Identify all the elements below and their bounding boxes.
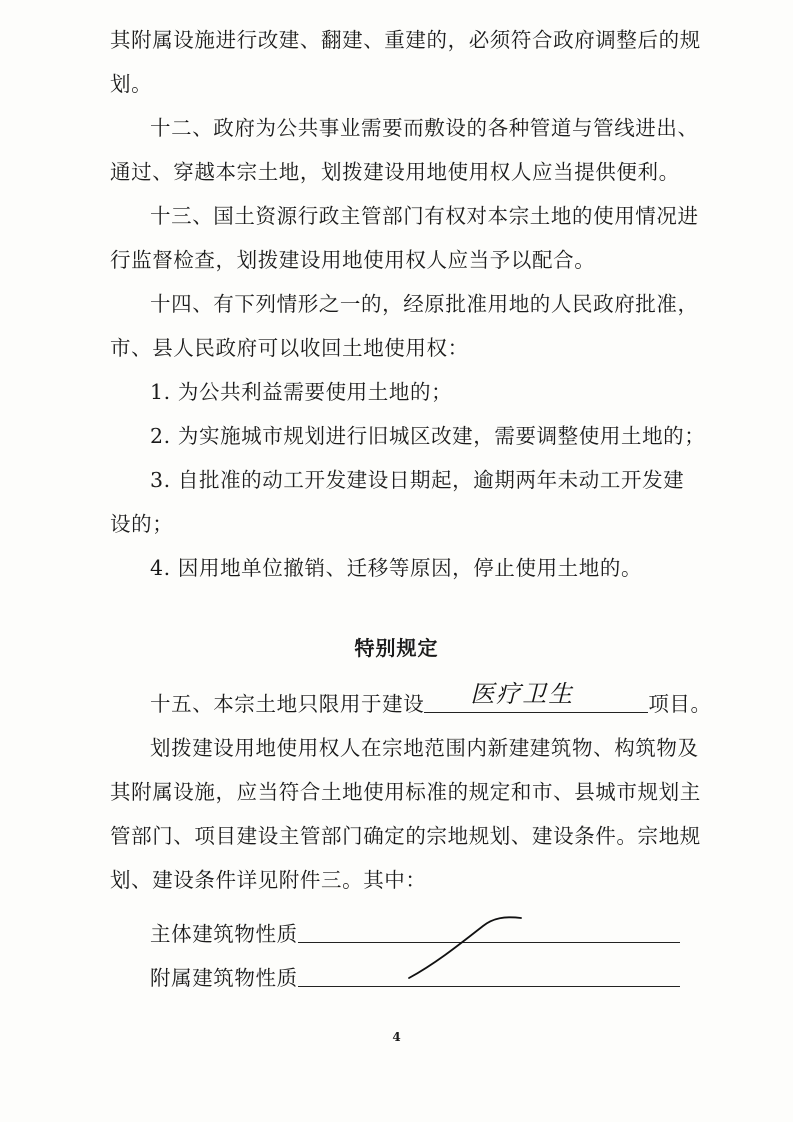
field-aux-label: 附属建筑物性质 [150,966,298,990]
text-line: 行监督检查，划拨建设用地使用权人应当予以配合。 [110,248,596,272]
text-line: 市、县人民政府可以收回土地使用权： [110,336,469,360]
clause-15-prefix: 十五、本宗土地只限用于建设 [150,692,425,716]
handwritten-strike-mark [405,912,525,982]
text-line: 划、建设条件详见附件三。其中： [110,868,427,892]
text-line: 其附属设施进行改建、翻建、重建的，必须符合政府调整后的规 [110,28,701,52]
text-line: 通过、穿越本宗土地，划拨建设用地使用权人应当提供便利。 [110,160,680,184]
text-line: 十四、有下列情形之一的，经原批准用地的人民政府批准， [150,292,699,316]
list-item: 1. 为公共利益需要使用土地的； [150,380,453,404]
text-line: 十二、政府为公共事业需要而敷设的各种管道与管线进出、 [150,116,699,140]
page-number: 4 [392,1030,401,1044]
text-line: 其附属设施，应当符合土地使用标准的规定和市、县城市规划主 [110,780,701,804]
text-line: 划拨建设用地使用权人在宗地范围内新建建筑物、构筑物及 [150,736,699,760]
list-item: 3. 自批准的动工开发建设日期起，逾期两年未动工开发建 [150,468,685,492]
handwritten-project-value: 医疗卫生 [470,680,575,708]
text-line: 划。 [110,72,153,96]
section-heading: 特别规定 [354,636,439,660]
list-item: 2. 为实施城市规划进行旧城区改建，需要调整使用土地的； [150,424,706,448]
text-line: 设的； [110,512,174,536]
text-line: 管部门、项目建设主管部门确定的宗地规划、建设条件。宗地规 [110,824,701,848]
list-item: 4. 因用地单位撤销、迁移等原因，停止使用土地的。 [150,556,643,580]
field-main-label: 主体建筑物性质 [150,922,298,946]
text-line: 十三、国土资源行政主管部门有权对本宗土地的使用情况进 [150,204,699,228]
clause-15-suffix: 项目。 [648,692,712,716]
clause-15 [150,680,712,718]
project-blank[interactable] [424,680,648,713]
